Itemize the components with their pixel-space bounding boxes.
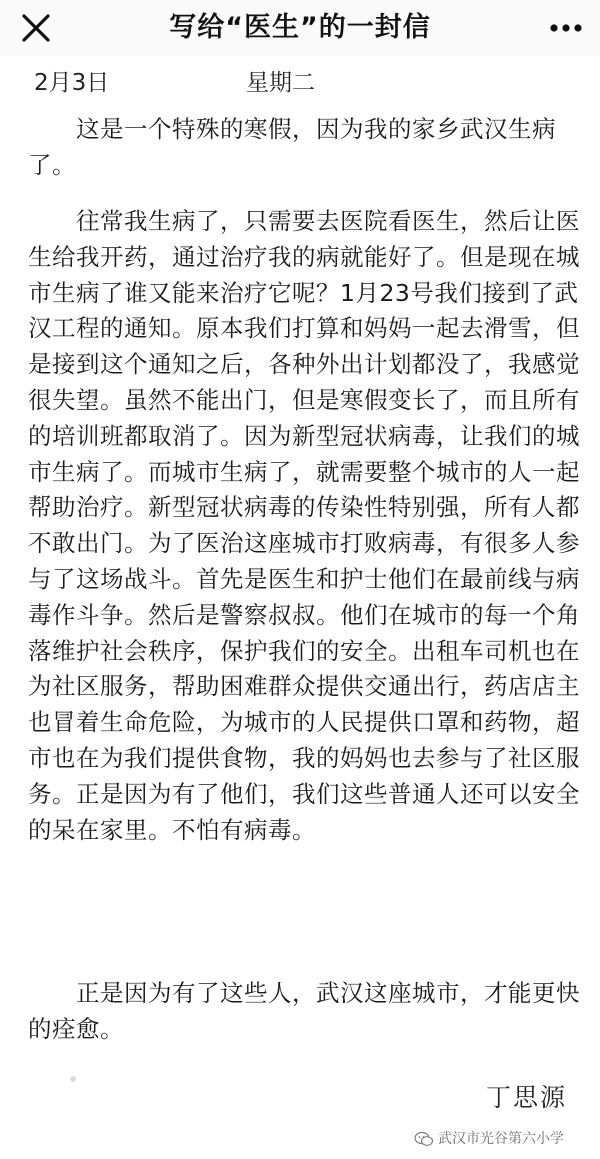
wechat-icon	[414, 1131, 434, 1147]
watermark-text: 武汉市光谷第六小学	[438, 1131, 564, 1147]
letter-signature: 丁思源	[486, 1083, 568, 1112]
letter-date: 2月3日	[34, 70, 110, 96]
letter-paragraph-2: 往常我生病了，只需要去医院看医生，然后让医生给我开药，通过治疗我的病就能好了。但是现在城市生病了谁又能来治疗它呢？1月23号我们接到了武汉工程的通知。原本我们打算和妈妈一起去滑雪，但是接到这个通知之后，各种外出计划都没了，我感觉很失望。虽然不能出门，但是寒假变长了，而且所有的培训班都取消了。因为新型冠状病毒，让我们的城市生病了。而城市生病了，就需要整个城市的人一起帮助治疗。新型冠状病毒的传染性特别强，所有人都不敢出门。为了医治这座城市打败病毒，有很多人参与了这场战斗。首先是医生和护士他们在最前线与病毒作斗争。然后是警察叔叔。他们在城市的每一个角落维护社会秩序，保护我们的安全。出租车司机也在为社区服务，帮助困难群众提供交通出行，药店店主也冒着生命危险，为城市的人民提供口罩和药物，超市也在为我们提供食物，我的妈妈也去参与了社区服务。正是因为有了他们，我们这些普通人还可以安全的呆在家里。不怕有病毒。	[28, 207, 580, 844]
paper-speck	[70, 1076, 76, 1082]
letter-weekday: 星期二	[246, 70, 315, 96]
watermark	[414, 1128, 564, 1148]
letter-paragraph-3: 正是因为有了这些人，武汉这座城市，才能更快的痊愈。	[28, 979, 580, 1043]
more-button[interactable]	[546, 12, 586, 44]
letter-image	[0, 56, 600, 1159]
close-icon	[18, 10, 54, 46]
close-button[interactable]	[18, 10, 54, 46]
more-icon	[546, 12, 586, 44]
page-title: 写给“医生”的一封信	[169, 12, 431, 43]
top-navbar	[0, 0, 600, 57]
letter-paragraph-1: 这是一个特殊的寒假，因为我的家乡武汉生病了。	[28, 115, 556, 179]
